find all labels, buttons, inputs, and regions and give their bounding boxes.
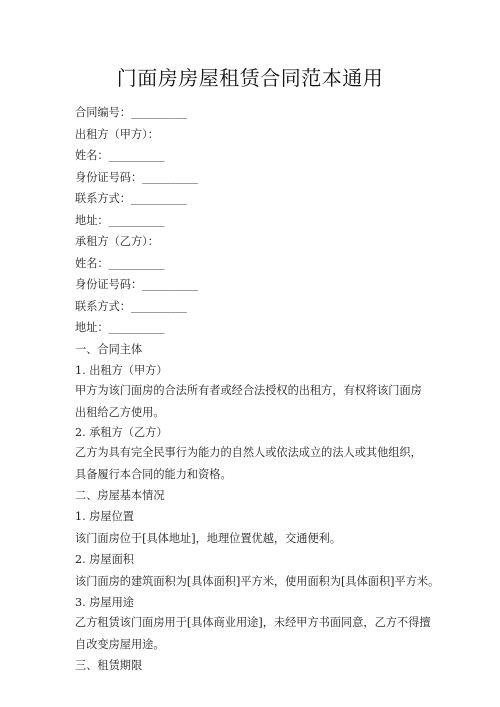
lessor-heading: 出租方（甲方）： [75,128,159,141]
paragraph: 乙方租赁该门面房用于[具体商业用途]，未经甲方书面同意，乙方不得擅自改变房屋用途。 [75,616,431,651]
subsection-heading: 1. 房屋位置 [75,510,134,523]
section-heading: 一、合同主体 [75,343,143,356]
paragraph: 乙方为具有完全民事行为能力的自然人或依法成立的法人或其他组织，具备履行本合同的能力和资格。 [75,446,422,481]
paragraph: 该门面房位于[具体地址]，地理位置优越，交通便利。 [75,532,342,545]
lessee-id-field: 身份证号码：__________ [75,278,199,291]
contract-number-field: 合同编号：__________ [75,106,187,119]
section-heading: 三、租赁期限 [75,659,143,672]
paragraph: 甲方为该门面房的合法所有者或经合法授权的出租方，有权将该门面房出租给乙方使用。 [75,384,422,419]
document-title: 门面房房屋租赁合同范本通用 [116,66,384,90]
lessor-address-field: 地址：__________ [75,214,165,227]
lessee-heading: 承租方（乙方）： [75,235,159,248]
subsection-heading: 2. 承租方（乙方） [75,426,168,439]
section-heading: 二、房屋基本情况 [75,489,165,502]
subsection-heading: 3. 房屋用途 [75,596,134,609]
subsection-heading: 2. 房屋面积 [75,553,134,566]
lessor-phone-field: 联系方式：__________ [75,192,187,205]
lessee-phone-field: 联系方式：__________ [75,300,187,313]
subsection-heading: 1. 出租方（甲方） [75,364,168,377]
lessee-address-field: 地址：__________ [75,321,165,334]
lessor-id-field: 身份证号码：__________ [75,171,199,184]
lessor-name-field: 姓名：__________ [75,149,165,162]
lessee-name-field: 姓名：__________ [75,257,165,270]
paragraph: 该门面房的建筑面积为[具体面积]平方米，使用面积为[具体面积]平方米。 [75,575,440,588]
